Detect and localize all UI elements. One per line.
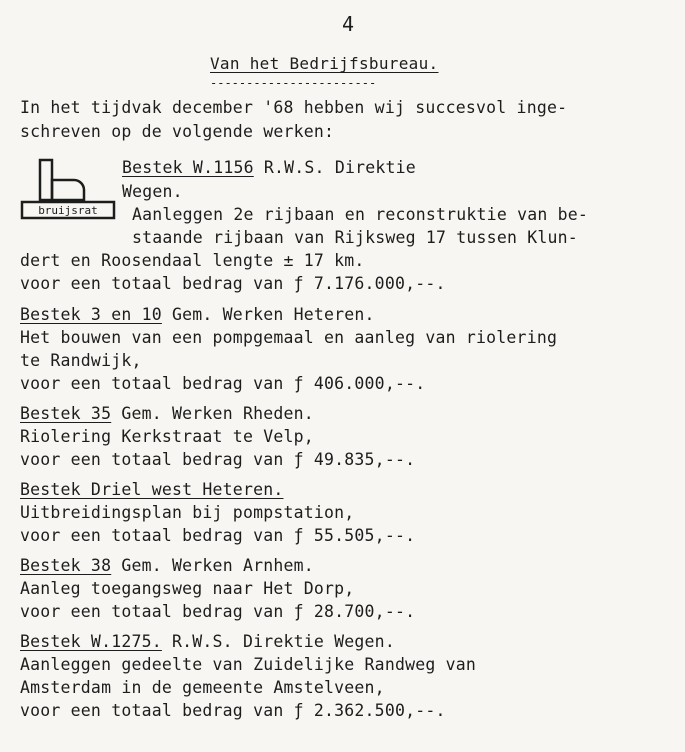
- entry-1-line-1: Wegen.: [122, 182, 183, 201]
- page-title: Van het Bedrijfsbureau.: [210, 54, 439, 73]
- entry-3-heading: Bestek 35: [20, 404, 112, 423]
- intro-line-2: schreven op de volgende werken:: [20, 122, 335, 141]
- entry-2-heading-rest: Gem. Werken Heteren.: [161, 305, 375, 324]
- entry-4-line-2: voor een totaal bedrag van ƒ 55.505,--.: [20, 526, 416, 545]
- entry-3-heading-line: [20, 406, 314, 423]
- entry-5-line-1: Aanleg toegangsweg naar Het Dorp,: [20, 579, 355, 598]
- entry-6-line-1: Aanleggen gedeelte van Zuidelijke Randweg van: [20, 655, 477, 674]
- entry-2-line-3: voor een totaal bedrag van ƒ 406.000,--.: [20, 374, 426, 393]
- entry-5-heading-rest: Gem. Werken Arnhem.: [111, 556, 314, 575]
- entry-1-heading-line: [122, 160, 416, 177]
- entry-5-line-2: voor een totaal bedrag van ƒ 28.700,--.: [20, 602, 416, 621]
- entry-1-line-5: voor een totaal bedrag van ƒ 7.176.000,--.: [20, 274, 446, 293]
- title-rule: -----------------------: [210, 76, 377, 90]
- logo-text: bruijsrat: [38, 204, 98, 217]
- entry-4-line-1: Uitbreidingsplan bij pompstation,: [20, 503, 355, 522]
- entry-4-heading-line: [20, 482, 283, 499]
- entry-2-line-1: Het bouwen van een pompgemaal en aanleg van riolering: [20, 328, 558, 347]
- page-number: 4: [342, 12, 355, 36]
- entry-1-line-4: dert en Roosendaal lengte ± 17 km.: [20, 251, 365, 270]
- b-logo-icon: [18, 158, 118, 230]
- intro-line-1: In het tijdvak december '68 hebben wij succesvol inge-: [20, 98, 568, 117]
- entry-2-heading-line: [20, 307, 375, 324]
- entry-2-line-2: te Randwijk,: [20, 351, 142, 370]
- entry-2-heading: Bestek 3 en 10: [20, 305, 162, 324]
- entry-6-heading-rest: R.W.S. Direktie Wegen.: [161, 632, 395, 651]
- entry-5-heading-line: [20, 558, 314, 575]
- entry-3-line-1: Riolering Kerkstraat te Velp,: [20, 427, 314, 446]
- entry-1-heading-rest: R.W.S. Direktie: [253, 158, 416, 177]
- entry-4-heading: Bestek Driel west Heteren.: [20, 480, 284, 499]
- entry-6-line-3: voor een totaal bedrag van ƒ 2.362.500,--.: [20, 701, 446, 720]
- entry-6-heading: Bestek W.1275.: [20, 632, 162, 651]
- entry-6-heading-line: [20, 634, 395, 651]
- entry-1-heading: Bestek W.1156: [122, 158, 254, 177]
- entry-3-line-2: voor een totaal bedrag van ƒ 49.835,--.: [20, 450, 416, 469]
- entry-6-line-2: Amsterdam in de gemeente Amstelveen,: [20, 678, 385, 697]
- entry-1-line-2: Aanleggen 2e rijbaan en reconstruktie van be-: [132, 205, 589, 224]
- entry-1-line-3: staande rijbaan van Rijksweg 17 tussen Klun-: [132, 228, 578, 247]
- entry-5-heading: Bestek 38: [20, 556, 112, 575]
- entry-3-heading-rest: Gem. Werken Rheden.: [111, 404, 314, 423]
